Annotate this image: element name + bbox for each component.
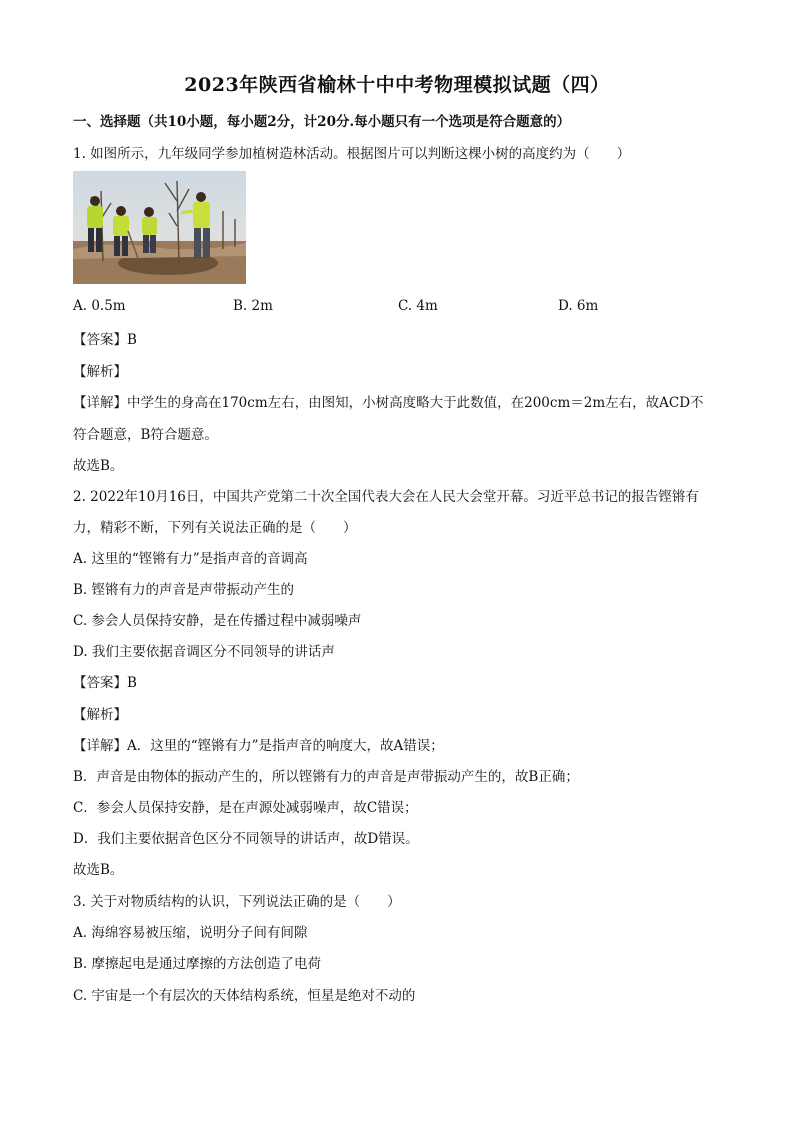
question-2-stem-cont: 力，精彩不断，下列有关说法正确的是（ ） [73,520,357,536]
question-3-option-b: B. 摩擦起电是通过摩擦的方法创造了电荷 [73,956,322,972]
section-heading: 一、选择题（共10小题，每小题2分，计20分.每小题只有一个选项是符合题意的） [73,114,571,130]
question-2-option-b: B. 铿锵有力的声音是声带振动产生的 [73,582,295,598]
question-1-analysis-label: 【解析】 [73,364,127,380]
question-1-answer: 【答案】B [73,332,137,348]
exam-title: 2023年陕西省榆林十中中考物理模拟试题（四） [184,74,610,96]
question-3-option-c: C. 宇宙是一个有层次的天体结构系统，恒星是绝对不动的 [73,988,416,1004]
question-1-stem: 1. 如图所示，九年级同学参加植树造林活动。根据图片可以判断这棵小树的高度约为（ ） [73,146,631,162]
question-2-option-c: C. 参会人员保持安静，是在传播过程中减弱噪声 [73,613,362,629]
question-2-detail-a: 【详解】A．这里的“铿锵有力”是指声音的响度大，故A错误； [73,738,444,754]
question-2-option-a: A. 这里的“铿锵有力”是指声音的音调高 [73,551,308,567]
question-2-detail-d: D．我们主要依据音色区分不同领导的讲话声，故D错误。 [73,831,419,847]
question-1-conclusion: 故选B。 [73,458,124,474]
question-3-stem: 3. 关于对物质结构的认识，下列说法正确的是（ ） [73,894,401,910]
option-c: C. 4m [398,298,438,314]
question-2-answer: 【答案】B [73,675,137,691]
question-1-detail-cont: 符合题意，B符合题意。 [73,427,218,443]
question-2-analysis-label: 【解析】 [73,707,127,723]
question-1-options [73,298,723,318]
question-1-detail: 【详解】中学生的身高在170cm左右，由图知，小树高度略大于此数值，在200cm＝2m左右，故ACD不 [73,395,704,411]
question-2-conclusion: 故选B。 [73,862,124,878]
question-2-detail-c: C．参会人员保持安静，是在声源处减弱噪声，故C错误； [73,800,418,816]
question-2-option-d: D. 我们主要依据音调区分不同领导的讲话声 [73,644,335,660]
question-3-option-a: A. 海绵容易被压缩，说明分子间有间隙 [73,925,308,941]
question-2-stem: 2. 2022年10月16日，中国共产党第二十次全国代表大会在人民大会堂开幕。习近平总书记的报告铿锵有 [73,489,699,505]
option-b: B. 2m [233,298,273,314]
option-d: D. 6m [558,298,599,314]
option-a: A. 0.5m [73,298,126,314]
tree-planting-photo [73,171,246,284]
question-2-detail-b: B．声音是由物体的振动产生的，所以铿锵有力的声音是声带振动产生的，故B正确； [73,769,579,785]
